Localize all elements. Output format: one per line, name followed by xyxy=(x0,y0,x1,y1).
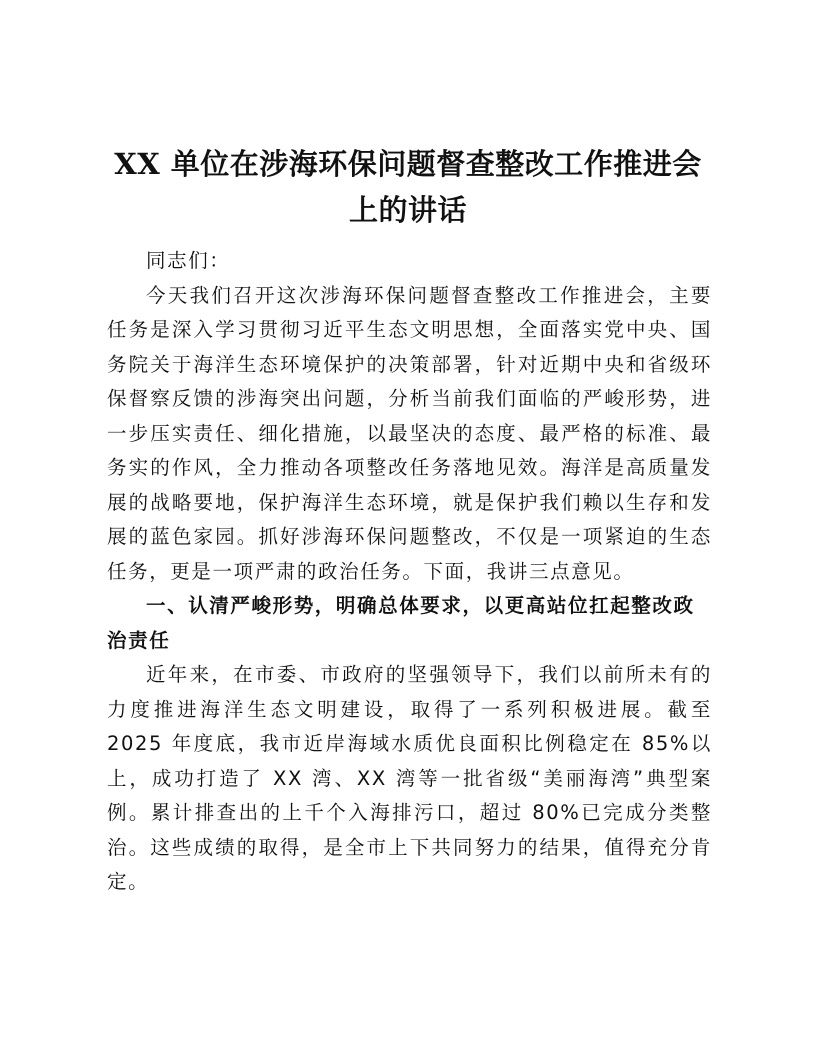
document-body xyxy=(107,244,712,900)
section-paragraph: 近年来，在市委、市政府的坚强领导下，我们以前所未有的力度推进海洋生态文明建设，取得了一系列积极进展。截至 2025 年度底，我市近岸海域水质优良面积比例稳定在 85%以上，成功打造了 XX 湾、XX 湾等一批省级“美丽海湾”典型案例。累计排查出的上千个入海排污口，超过 80%已完成分类整治。这些成绩的取得，是全市上下共同努力的结果，值得充分肯定。 xyxy=(107,663,712,893)
section-heading: 一、认清严峻形势，明确总体要求，以更高站位扛起整改政治责任 xyxy=(107,594,695,652)
document-title: XX 单位在涉海环保问题督查整改工作推进会上的讲话 xyxy=(114,147,702,227)
intro-paragraph: 今天我们召开这次涉海环保问题督查整改工作推进会，主要任务是深入学习贯彻习近平生态文明思想，全面落实党中央、国务院关于海洋生态环境保护的决策部署，针对近期中央和省级环保督察反馈的涉海突出问题，分析当前我们面临的严峻形势，进一步压实责任、细化措施，以最坚决的态度、最严格的标准、最务实的作风，全力推动各项整改任务落地见效。海洋是高质量发展的战略要地，保护海洋生态环境，就是保护我们赖以生存和发展的蓝色家园。抓好涉海环保问题整改，不仅是一项紧迫的生态任务，更是一项严肃的政治任务。下面，我讲三点意见。 xyxy=(107,283,712,583)
salutation: 同志们： xyxy=(146,249,231,272)
